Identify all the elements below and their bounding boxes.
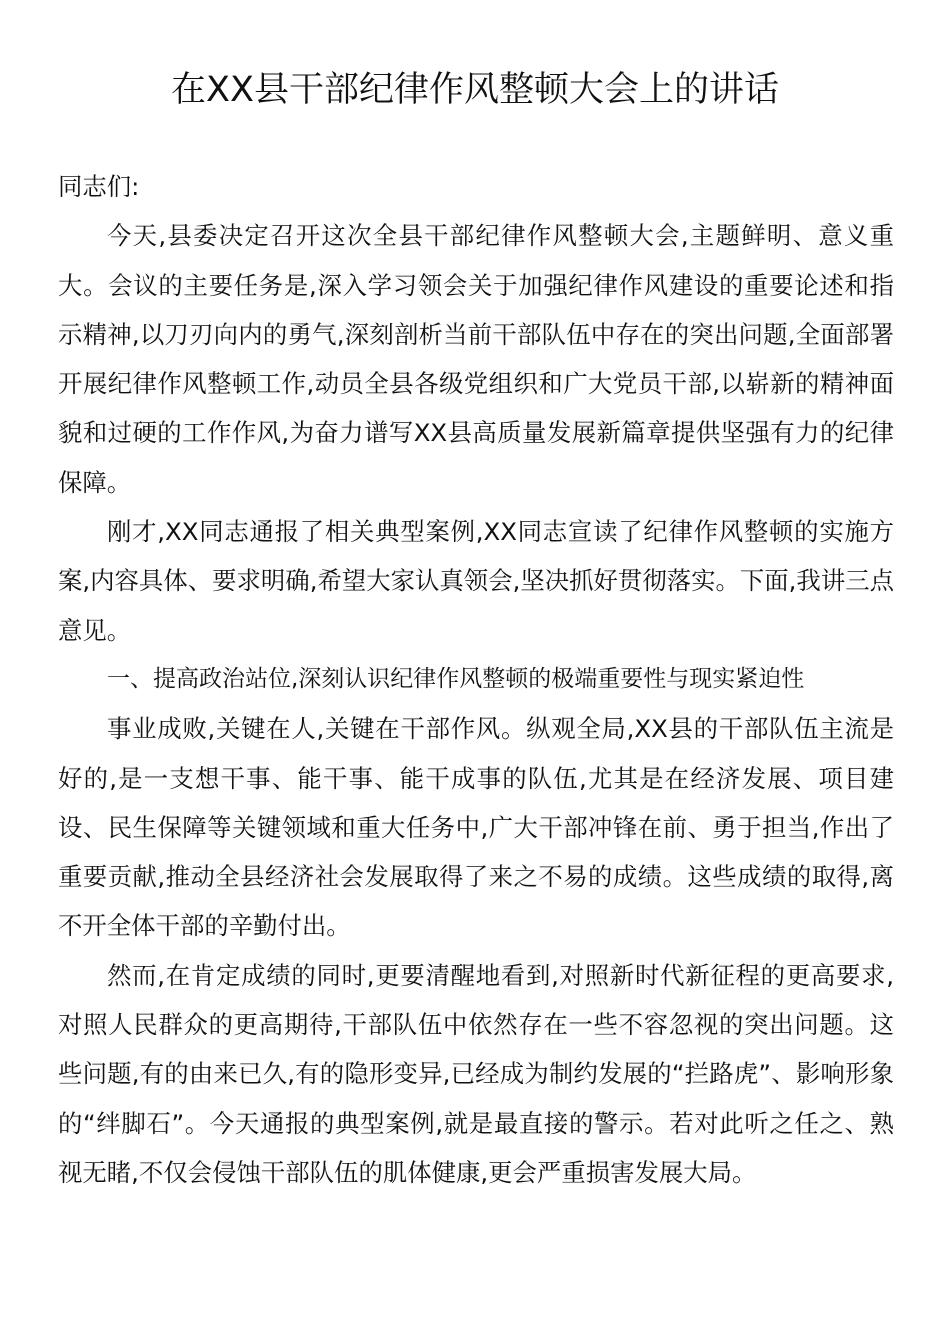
document-body — [58, 162, 894, 1197]
paragraph-agenda: 刚才,XX同志通报了相关典型案例,XX同志宣读了纪律作风整顿的实施方案,内容具体、要求明确,希望大家认真领会,坚决抓好贯彻落实。下面,我讲三点意见。 — [58, 517, 894, 645]
paragraph-problems: 然而,在肯定成绩的同时,更要清醒地看到,对照新时代新征程的更高要求,对照人民群众的更高期待,干部队伍中依然存在一些不容忽视的突出问题。这些问题,有的由来已久,有的隐形变异,已经成为制约发展的“拦路虎”、影响形象的“绊脚石”。今天通报的典型案例,就是最直接的警示。若对此听之任之、熟视无睹,不仅会侵蚀干部队伍的肌体健康,更会严重损害发展大局。 — [58, 960, 894, 1187]
paragraph-opening: 今天,县委决定召开这次全县干部纪律作风整顿大会,主题鲜明、意义重大。会议的主要任务是,深入学习领会关于加强纪律作风建设的重要论述和指示精神,以刀刃向内的勇气,深刻剖析当前干部队伍中存在的突出问题,全面部署开展纪律作风整顿工作,动员全县各级党组织和广大党员干部,以崭新的精神面貌和过硬的工作作风,为奋力谱写XX县高质量发展新篇章提供坚强有力的纪律保障。 — [58, 221, 894, 497]
salutation: 同志们: — [58, 172, 140, 201]
document-title: 在XX县干部纪律作风整顿大会上的讲话 — [171, 70, 779, 110]
section-heading: 一、提高政治站位,深刻认识纪律作风整顿的极端重要性与现实紧迫性 — [107, 665, 805, 692]
paragraph-achievements: 事业成败,关键在人,关键在干部作风。纵观全局,XX县的干部队伍主流是好的,是一支想干事、能干事、能干成事的队伍,尤其是在经济发展、项目建设、民生保障等关键领域和重大任务中,广大干部冲锋在前、勇于担当,作出了重要贡献,推动全县经济社会发展取得了来之不易的成绩。这些成绩的取得,离不开全体干部的辛勤付出。 — [58, 714, 894, 941]
